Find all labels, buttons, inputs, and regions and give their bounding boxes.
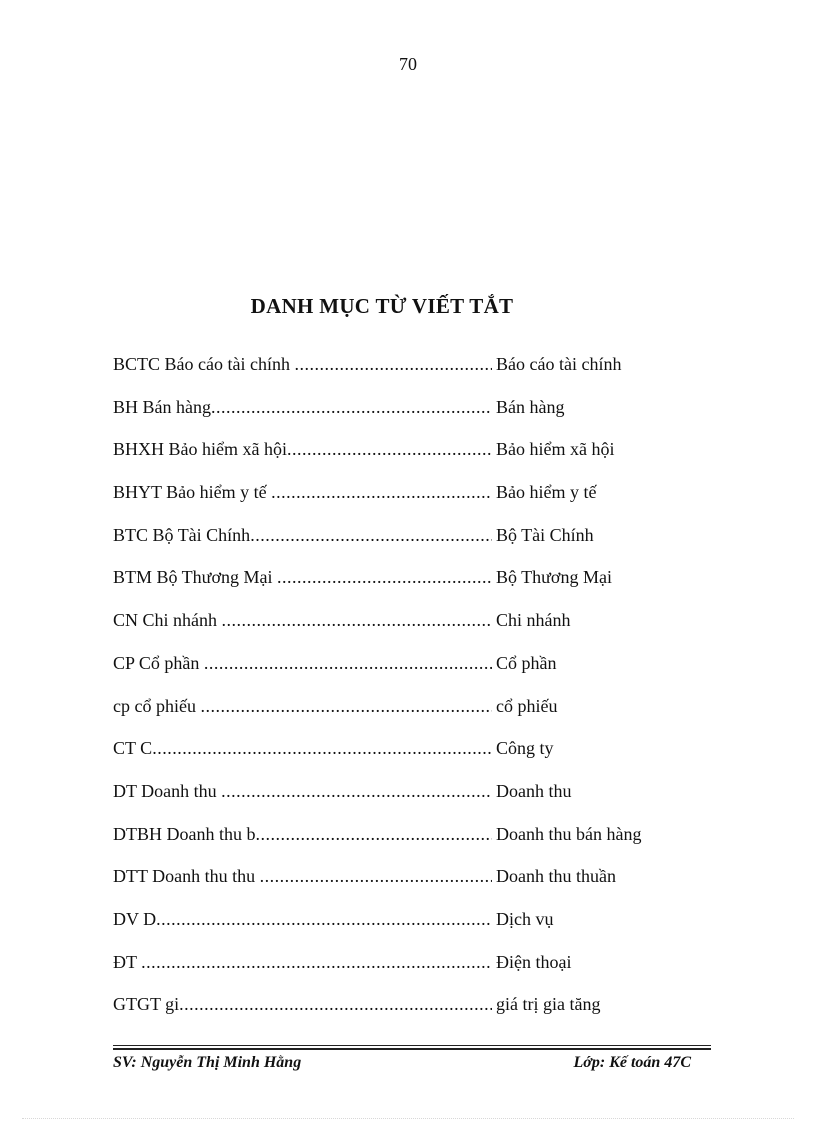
list-item: [113, 950, 673, 993]
abbreviation-meaning: Chi nhánh: [496, 610, 571, 631]
abbreviation-meaning: Bộ Tài Chính: [496, 524, 594, 545]
abbreviation-meaning: Công ty: [496, 738, 554, 759]
abbreviation-term: BCTC Báo cáo tài chính .....: [113, 352, 492, 376]
abbreviation-meaning: Báo cáo tài chính: [496, 354, 622, 374]
list-item: [113, 907, 673, 950]
abbreviation-meaning: Doanh thu: [496, 780, 572, 801]
list-item: [113, 480, 673, 523]
list-item: [113, 736, 673, 779]
abbreviation-term: CN Chi nhánh .....: [113, 608, 492, 632]
abbreviation-term: DTBH Doanh thu b .....: [113, 822, 492, 846]
list-item: [113, 694, 673, 737]
abbreviation-term: BH Bán hàng .....: [113, 395, 492, 419]
abbreviation-list: [113, 352, 673, 1035]
abbreviation-term: DTT Doanh thu thu .....: [113, 864, 492, 888]
abbreviation-term: CT C .....: [113, 736, 492, 760]
footer-rule-thin: [113, 1045, 711, 1046]
footer-student-name: SV: Nguyễn Thị Minh Hằng: [113, 1054, 302, 1071]
abbreviation-term: DT Doanh thu .....: [113, 779, 492, 803]
abbreviation-term: cp cổ phiếu .....: [113, 694, 492, 718]
abbreviation-term: BTC Bộ Tài Chính .....: [113, 523, 492, 547]
abbreviation-meaning: Doanh thu bán hàng: [496, 823, 642, 844]
abbreviation-term: BHXH Bảo hiểm xã hội .....: [113, 437, 492, 461]
abbreviation-meaning: giá trị gia tăng: [496, 994, 601, 1015]
list-item: [113, 779, 673, 822]
page-title: DANH MỤC TỪ VIẾT TẮT: [250, 294, 514, 318]
abbreviation-term: BHYT Bảo hiểm y tế .....: [113, 480, 492, 504]
abbreviation-meaning: Bộ Thương Mại: [496, 567, 612, 588]
list-item: [113, 437, 673, 480]
abbreviation-meaning: Cổ phần: [496, 652, 557, 673]
list-item: [113, 864, 673, 907]
abbreviation-meaning: Bán hàng: [496, 396, 565, 417]
list-item: [113, 395, 673, 438]
abbreviation-term: GTGT gi .....: [113, 992, 492, 1016]
abbreviation-term: BTM Bộ Thương Mại .....: [113, 565, 492, 589]
abbreviation-term: DV D .....: [113, 907, 492, 931]
list-item: [113, 608, 673, 651]
abbreviation-meaning: cổ phiếu: [496, 695, 558, 716]
list-item: [113, 651, 673, 694]
abbreviation-meaning: Doanh thu thuần: [496, 866, 616, 887]
footer-class-name: Lớp: Kế toán 47C: [573, 1054, 691, 1071]
list-item: [113, 523, 673, 566]
abbreviation-meaning: Bảo hiểm y tế: [496, 482, 597, 503]
footer-divider: [113, 1045, 711, 1050]
abbreviation-meaning: Điện thoại: [496, 951, 572, 972]
footer-rule-thick: [113, 1048, 711, 1050]
page-number: 70: [399, 54, 417, 74]
abbreviation-meaning: Dịch vụ: [496, 908, 554, 929]
list-item: [113, 565, 673, 608]
page-bottom-edge: [22, 1118, 794, 1119]
list-item: [113, 352, 673, 395]
abbreviation-term: ĐT .....: [113, 950, 492, 974]
abbreviation-term: CP Cổ phần .....: [113, 651, 492, 675]
abbreviation-meaning: Bảo hiểm xã hội: [496, 439, 615, 460]
list-item: [113, 992, 673, 1035]
list-item: [113, 822, 673, 865]
